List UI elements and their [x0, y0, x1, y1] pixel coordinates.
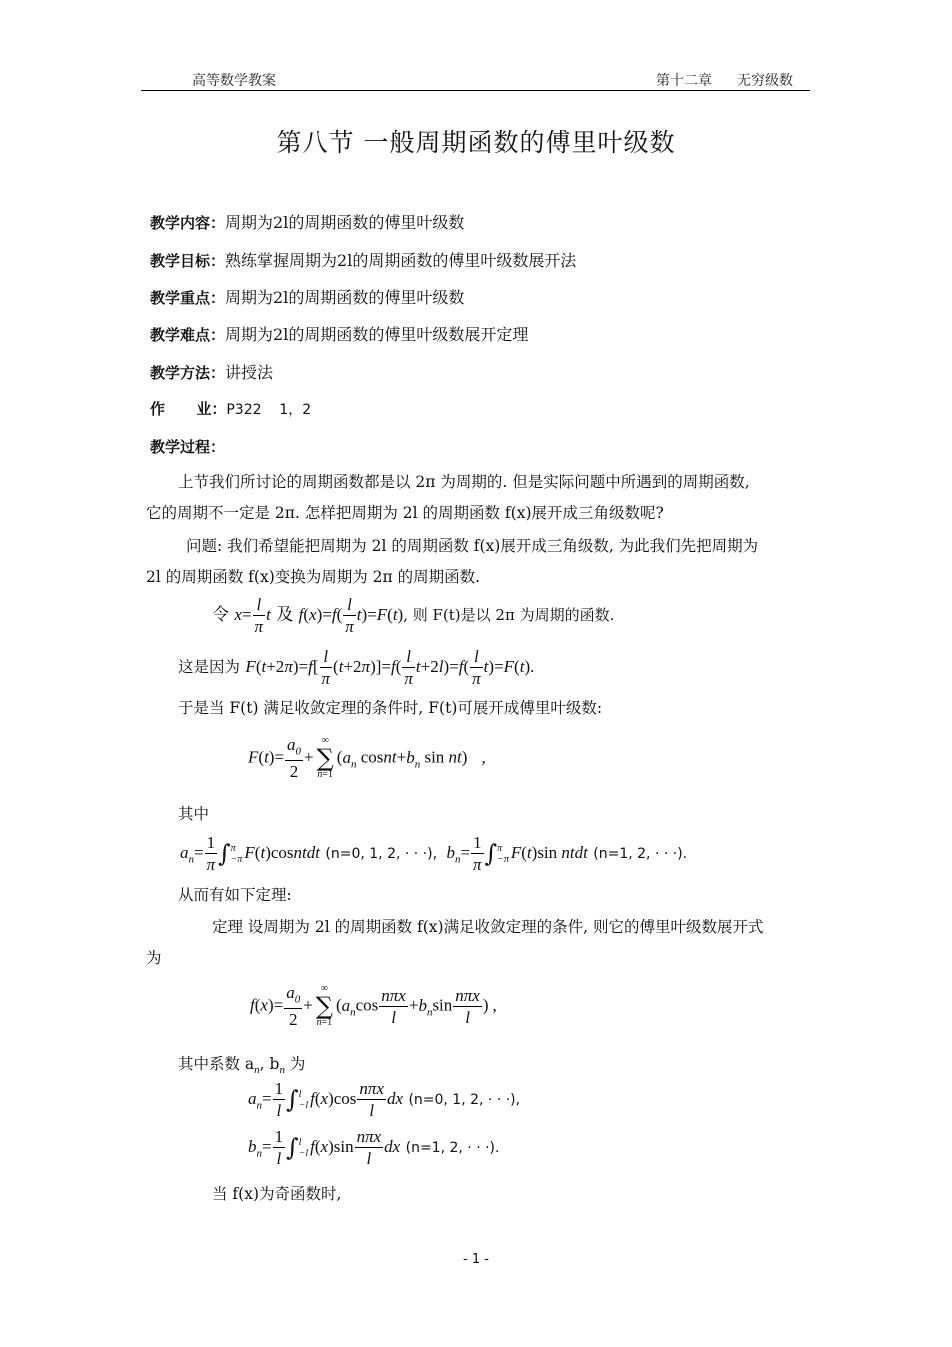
theorem-line-2: 为	[146, 949, 162, 967]
page-number: - 1 -	[463, 1252, 489, 1267]
header-rule	[141, 90, 810, 91]
paragraph-1-line-1: 上节我们所讨论的周期函数都是以 2π 为周期的. 但是实际问题中所遇到的周期函数,	[178, 473, 750, 491]
odd-function-line: 当 f(x)为奇函数时,	[212, 1185, 342, 1203]
meta-content: 教学内容：周期为2l的周期函数的傅里叶级数	[150, 213, 465, 232]
expansion-condition: 于是当 F(t) 满足收敛定理的条件时, F(t)可展开成傅里叶级数:	[178, 699, 603, 717]
meta-focus: 教学重点：周期为2l的周期函数的傅里叶级数	[150, 288, 465, 307]
meta-method: 教学方法：讲授法	[150, 363, 274, 382]
meta-homework: 作 业：P322 1，2	[150, 400, 312, 418]
series-F-formula: F(t)= $\frac{a_0}{2}$ + ∞ ∑ n=1 ($a_n$ $cosnt+b_n$ sin nt) ,	[248, 735, 486, 781]
coefficient-label: 其中系数 $a_n$, $b_n$ 为	[178, 1055, 306, 1077]
coefficients-F-formula: $a_n=$ $\frac{1}{\pi}$ ∫ π −π F(t)cosntdt (n=0, 1, 2, · · ·), $b_n=$ $\frac{1}{\pi}$ ∫ π −π F(t)sin ntdt (n=1, 2, · · ·).	[180, 833, 688, 874]
page-title: 第八节 一般周期函数的傅里叶级数	[276, 128, 676, 157]
paragraph-1-line-2: 它的周期不一定是 2π. 怎样把周期为 2l 的周期函数 f(x)展开成三角级数呢?	[146, 504, 664, 522]
theorem-line-1: 定理 设周期为 2l 的周期函数 f(x)满足收敛定理的条件, 则它的傅里叶级数展开式	[212, 918, 764, 936]
substitution-line: 令 x= $\frac{l}{\pi}$ t 及 f(x)=f( $\frac{l}{\pi}$ t)=F(t), 则 F(t)是以 2π 为周期的函数.	[212, 595, 615, 636]
where-label: 其中	[178, 805, 210, 823]
meta-process: 教学过程：	[150, 438, 226, 456]
bn-formula: $b_n=$ $\frac{1}{l}$ ∫ l −l f(x)sin $\frac{\text{nπx}}{l}$ dx (n=1, 2, · · ·).	[248, 1127, 500, 1168]
meta-difficulty: 教学难点：周期为2l的周期函数的傅里叶级数展开定理	[150, 325, 529, 344]
series-f-formula: f(x)= $\frac{a_0}{2}$ + ∞ ∑ n=1 ($a_n\cos$ $\frac{\text{nπx}}{l}$ $+b_n\sin$ $\frac{\text{nπx}}{l}$ ) ,	[250, 983, 497, 1029]
header-chapter: 第十二章	[656, 73, 712, 89]
hence-label: 从而有如下定理:	[178, 886, 292, 904]
periodicity-line: 这是因为 F(t+2π)=f[ $\frac{l}{\pi}$ (t+2π)]=f( $\frac{l}{\pi}$ t+2l)=f( $\frac{l}{\pi}$ t)=F(t).	[178, 647, 535, 688]
paragraph-2-line-2: 2l 的周期函数 f(x)变换为周期为 2π 的周期函数.	[146, 568, 481, 586]
an-formula: $a_n=$ $\frac{1}{l}$ ∫ l −l f(x)cos $\frac{\text{nπx}}{l}$ dx (n=0, 1, 2, · · ·),	[248, 1079, 521, 1120]
meta-goal: 教学目标：熟练掌握周期为2l的周期函数的傅里叶级数展开法	[150, 251, 577, 270]
header-left: 高等数学教案	[192, 73, 276, 89]
paragraph-2-line-1: 问题: 我们希望能把周期为 2l 的周期函数 f(x)展开成三角级数, 为此我们先把周期为	[186, 537, 759, 555]
header-chapter-title: 无穷级数	[737, 73, 793, 89]
